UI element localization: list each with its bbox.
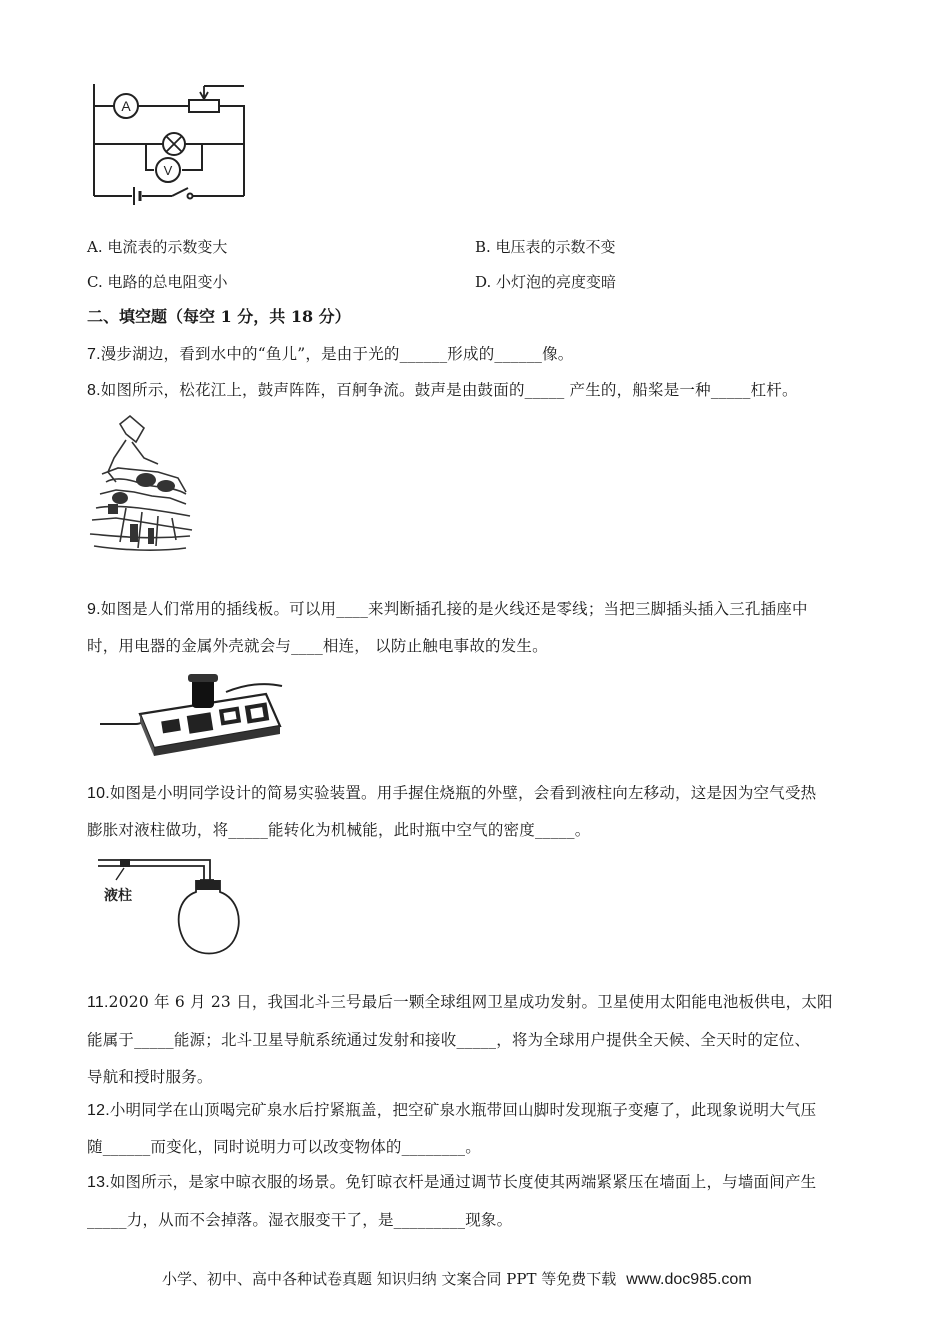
question-10-line-1 xyxy=(87,781,816,803)
question-8 xyxy=(87,378,798,400)
question-text: 如图是人们常用的插线板。可以用____来判断插孔接的是火线还是零线；当把三脚插头插入三孔插座中 xyxy=(100,600,808,618)
question-13-line-1 xyxy=(87,1170,816,1192)
ammeter-icon xyxy=(114,94,138,118)
figure-label: 液柱 xyxy=(104,888,132,904)
page-footer xyxy=(162,1268,752,1289)
question-text: 如图是小明同学设计的简易实验装置。用手握住烧瓶的外壁，会看到液柱向左移动，这是因为空气受热 xyxy=(109,784,817,802)
rheostat-icon xyxy=(189,86,244,112)
plug-icon xyxy=(188,674,218,708)
question-number: 12. xyxy=(87,1102,110,1119)
question-12-line-2: 随______而变化，同时说明力可以改变物体的________。 xyxy=(87,1138,481,1156)
flask-apparatus-image xyxy=(96,854,246,974)
option-c: C. 电路的总电阻变小 xyxy=(87,273,228,291)
stopper-icon xyxy=(196,880,220,890)
question-11-line-2: 能属于_____能源；北斗卫星导航系统通过发射和接收_____，将为全球用户提供全天候、全天时的定位、 xyxy=(87,1031,811,1049)
dragon-boat-image xyxy=(86,412,198,560)
question-11-line-3: 导航和授时服务。 xyxy=(87,1068,213,1086)
section-title: 二、填空题（每空 1 分，共 18 分） xyxy=(87,307,351,326)
question-number: 9. xyxy=(87,601,101,618)
footer-text: 小学、初中、高中各种试卷真题 知识归纳 文案合同 PPT 等免费下载 xyxy=(162,1270,617,1288)
question-7 xyxy=(87,342,574,364)
question-10-line-2: 膨胀对液柱做功，将_____能转化为机械能，此时瓶中空气的密度_____。 xyxy=(87,821,591,839)
question-text: 如图所示，松花江上，鼓声阵阵，百舸争流。鼓声是由鼓面的_____ 产生的，船桨是一种_____杠杆。 xyxy=(100,381,798,399)
option-a: A. 电流表的示数变大 xyxy=(87,238,228,256)
switch-icon xyxy=(172,188,193,199)
liquid-column-icon xyxy=(120,859,130,867)
ammeter-label: A xyxy=(121,98,131,114)
question-number: 13. xyxy=(87,1174,110,1191)
question-9-line-2: 时，用电器的金属外壳就会与____相连， 以防止触电事故的发生。 xyxy=(87,637,548,655)
question-number: 8. xyxy=(87,382,101,399)
option-b: B. 电压表的示数不变 xyxy=(475,238,616,256)
question-text: 漫步湖边，看到水中的“鱼儿”，是由于光的______形成的______像。 xyxy=(100,345,574,363)
question-number: 10. xyxy=(87,785,110,802)
question-text: 如图所示，是家中晾衣服的场景。免钉晾衣杆是通过调节长度使其两端紧紧压在墙面上，与墙面间产生 xyxy=(109,1173,817,1191)
voltmeter-icon xyxy=(156,158,180,182)
question-9-line-1 xyxy=(87,597,808,619)
question-text: 小明同学在山顶喝完矿泉水后拧紧瓶盖，把空矿泉水瓶带回山脚时发现瓶子变瘪了，此现象说明大气压 xyxy=(109,1101,817,1119)
question-13-line-2: _____力，从而不会掉落。湿衣服变干了，是_________现象。 xyxy=(87,1211,513,1229)
question-text: 2020 年 6 月 23 日，我国北斗三号最后一颗全球组网卫星成功发射。卫星使用太阳能电池板供电，太阳 xyxy=(108,993,833,1011)
question-number: 11. xyxy=(87,994,109,1011)
question-11-line-1 xyxy=(87,990,833,1012)
battery-icon xyxy=(134,187,140,205)
question-number: 7. xyxy=(87,346,101,363)
lamp-icon xyxy=(163,133,185,155)
footer-link[interactable]: www.doc985.com xyxy=(626,1271,752,1288)
option-d: D. 小灯泡的亮度变暗 xyxy=(475,273,617,291)
circuit-diagram xyxy=(84,78,254,213)
question-12-line-1 xyxy=(87,1098,816,1120)
power-strip-image xyxy=(96,664,286,756)
voltmeter-label: V xyxy=(163,163,173,178)
